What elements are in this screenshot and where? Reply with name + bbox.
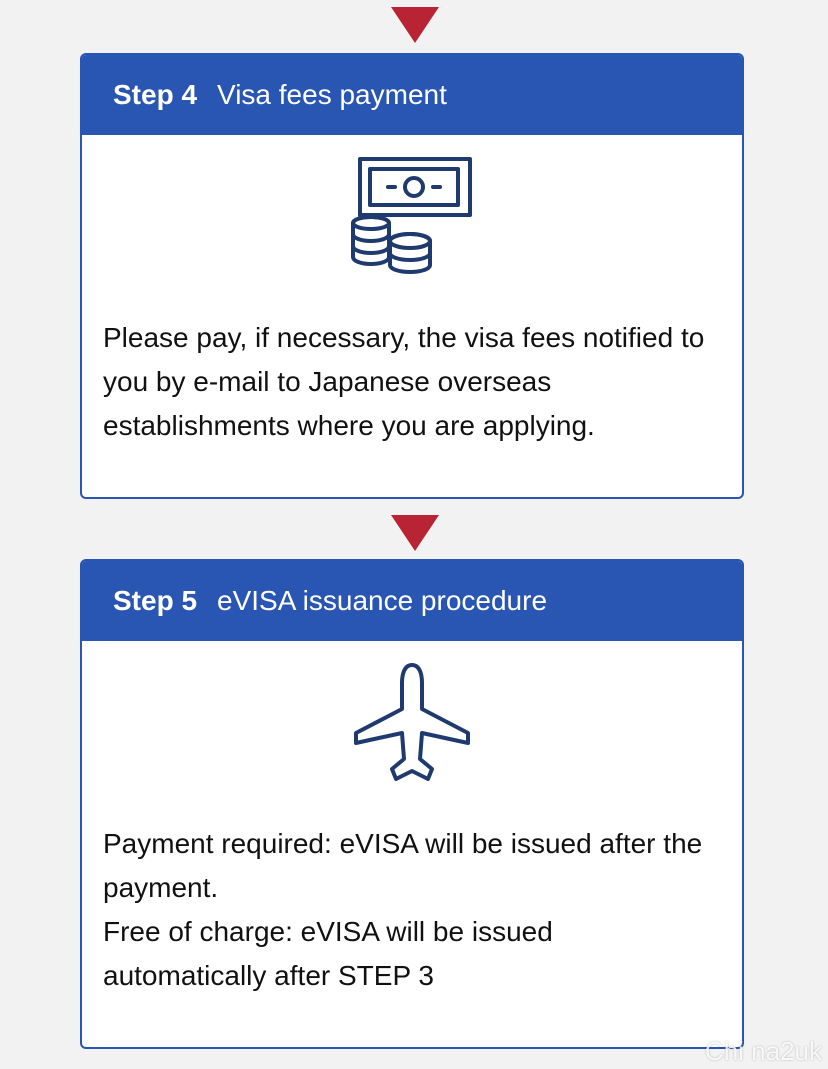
free-of-charge-text: Free of charge: eVISA will be issued automatically after STEP 3 (103, 916, 553, 991)
step-4-card (80, 53, 744, 499)
step-4-header (82, 55, 742, 135)
step-5-label: Step 5 (113, 585, 198, 616)
down-arrow-icon (391, 7, 439, 43)
step-5-card (80, 559, 744, 1049)
airplane-icon (82, 661, 742, 785)
payment-required-text: Payment required: eVISA will be issued after the payment. (103, 828, 703, 903)
step-4-description: Please pay, if necessary, the visa fees notified to you by e-mail to Japanese overseas establishments where you are applying. (103, 322, 705, 441)
watermark: Chi na2uk (704, 1036, 822, 1066)
step-4-label: Step 4 (113, 79, 198, 110)
money-coins-icon (82, 155, 742, 275)
down-arrow-icon (391, 515, 439, 551)
step-5-description (103, 822, 722, 998)
step-5-header (82, 561, 742, 641)
step-4-title: Visa fees payment (217, 79, 447, 110)
step-5-title: eVISA issuance procedure (217, 585, 548, 616)
